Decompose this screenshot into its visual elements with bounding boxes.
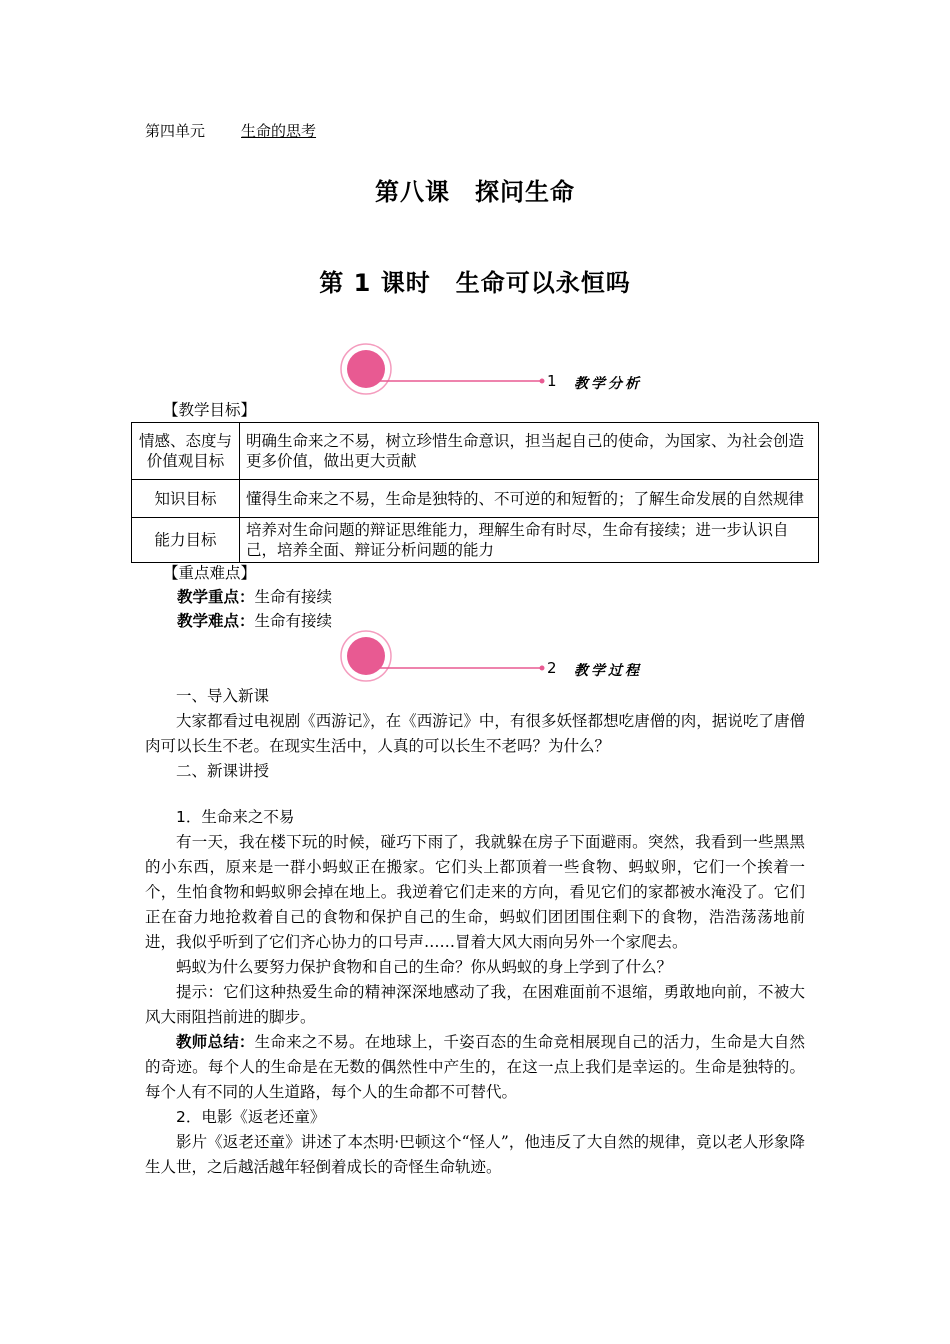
goals-row [132, 423, 819, 480]
goal-value: 培养对生命问题的辩证思维能力，理解生命有时尽，生命有接续；进一步认识自己，培养全面、辩证分析问题的能力 [240, 518, 819, 563]
key-point-label: 教学重点： [177, 588, 255, 606]
lesson-title: 第八课 探问生命 [375, 178, 575, 206]
unit-title: 生命的思考 [241, 122, 317, 140]
key-point-text: 生命有接续 [254, 588, 333, 606]
goals-row [132, 518, 819, 563]
difficulty-point [177, 609, 332, 634]
section-1-end-dot [540, 379, 545, 384]
goal-value: 懂得生命来之不易，生命是独特的、不可逆的和短暂的；了解生命发展的自然规律 [240, 480, 819, 518]
ant-story: 有一天，我在楼下玩的时候，碰巧下雨了，我就躲在房子下面避雨。突然，我看到一些黑黑的小东西，原来是一群小蚂蚁正在搬家。它们头上都顶着一些食物、蚂蚁卵，它们一个挨着一个，生怕食物和蚂蚁卵会掉在地上。我逆着它们走来的方向，看见它们的家都被水淹没了。它们正在奋力地抢救着自己的食物和保护自己的生命，蚂蚁们团团围住剩下的食物，浩浩荡荡地前进，我似乎听到了它们齐心协力的口号声……冒着大风大雨向另外一个家爬去。 [145, 833, 805, 951]
goal-key: 情感、态度与价值观目标 [132, 423, 240, 480]
section-1-label: 教学分析 [574, 376, 642, 392]
section-2-dot [347, 637, 385, 675]
teacher-summary [145, 1030, 805, 1105]
section-2-end-dot [540, 666, 545, 671]
goals-row [132, 480, 819, 518]
goals-heading: 【教学目标】 [163, 401, 257, 419]
hint-paragraph: 提示：它们这种热爱生命的精神深深地感动了我，在困难面前不退缩，勇敢地向前，不被大风大雨阻挡前进的脚步。 [145, 983, 805, 1026]
keypoints-heading: 【重点难点】 [163, 564, 257, 582]
unit-number: 第四单元 [145, 122, 206, 140]
goal-value: 明确生命来之不易，树立珍惜生命意识，担当起自己的使命，为国家、为社会创造更多价值，做出更大贡献 [240, 423, 819, 480]
subheading-2: 2．电影《返老还童》 [176, 1108, 326, 1126]
unit-header [145, 120, 316, 141]
section-1-number: 1 [547, 372, 557, 390]
section-2-label: 教学过程 [574, 663, 642, 679]
difficulty-label: 教学难点： [177, 612, 255, 630]
process-body [145, 684, 805, 1180]
subheading-1: 1．生命来之不易 [176, 808, 295, 826]
film-paragraph: 影片《返老还童》讲述了本杰明·巴顿这个“怪人”，他违反了大自然的规律，竟以老人形象降生人世，之后越活越年轻倒着成长的奇怪生命轨迹。 [145, 1133, 805, 1176]
difficulty-text: 生命有接续 [254, 612, 333, 630]
process-heading-1: 一、导入新课 [176, 687, 270, 705]
key-point [177, 585, 332, 610]
period-title: 第 1 课时 生命可以永恒吗 [319, 269, 631, 297]
section-2-number: 2 [547, 659, 557, 677]
goal-key: 知识目标 [132, 480, 240, 518]
section-1-dot [347, 350, 385, 388]
goals-table [131, 422, 819, 563]
process-heading-2: 二、新课讲授 [176, 762, 270, 780]
summary-label: 教师总结： [176, 1033, 255, 1051]
intro-paragraph: 大家都看过电视剧《西游记》，在《西游记》中，有很多妖怪都想吃唐僧的肉，据说吃了唐僧肉可以长生不老。在现实生活中，人真的可以长生不老吗？为什么？ [145, 712, 805, 755]
question-paragraph: 蚂蚁为什么要努力保护食物和自己的生命？你从蚂蚁的身上学到了什么？ [176, 958, 673, 976]
summary-text: 生命来之不易。在地球上，千姿百态的生命竞相展现自己的活力，生命是大自然的奇迹。每个人的生命是在无数的偶然性中产生的，在这一点上我们是幸运的。生命是独特的。每个人有不同的人生道路，每个人的生命都不可替代。 [145, 1033, 805, 1101]
goal-key: 能力目标 [132, 518, 240, 563]
